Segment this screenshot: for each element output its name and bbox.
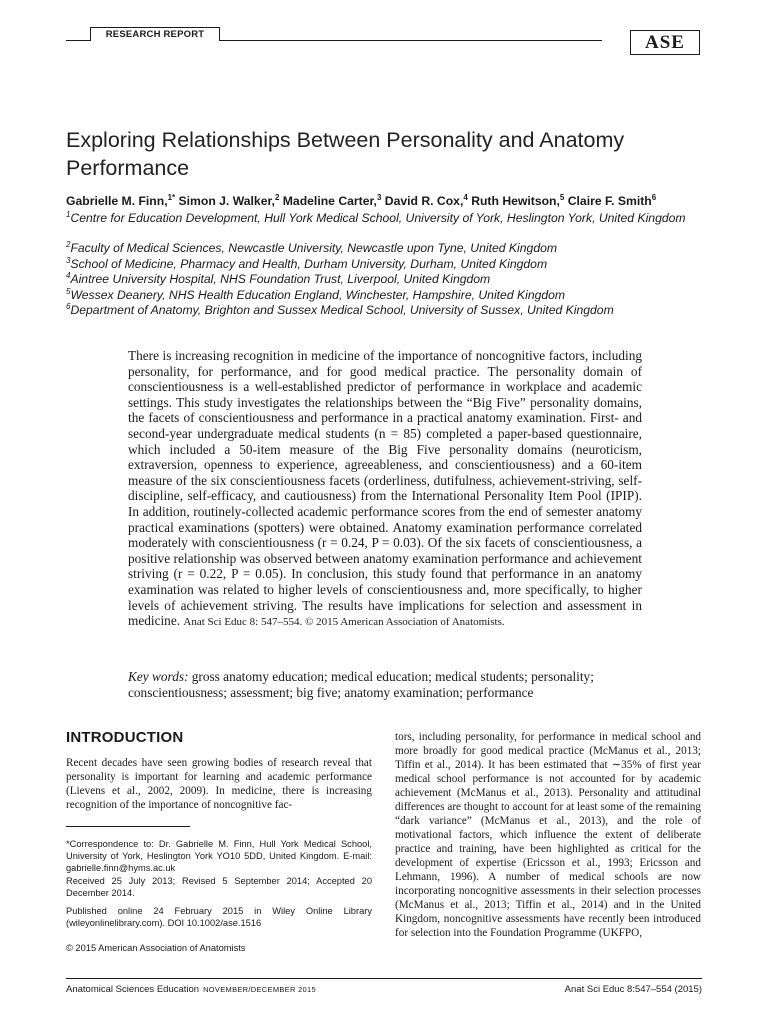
intro-left-column: Recent decades have seen growing bodies of research reveal that personality is important for learning and academic performance (Lievens et al., 2002, 2009). In medicine, there is increasing recognition of the importance of noncognitive fac- <box>66 757 372 811</box>
affiliation-sup: 1 <box>66 209 71 219</box>
affiliation-sup: 6 <box>66 301 71 311</box>
author: Claire F. Smith <box>567 194 652 208</box>
author-sup: 1* <box>167 192 176 202</box>
affiliation-2 <box>66 241 706 256</box>
footer-journal-name: Anatomical Sciences Education <box>66 984 200 995</box>
correspondence-note: *Correspondence to: Dr. Gabrielle M. Finn, Hull York Medical School, University of York, Heslington York YO10 5DD, United Kingdom. E-mail: gabrielle.finn@hyms.ac.uk <box>66 839 372 873</box>
keywords-label: Key words: <box>128 669 189 684</box>
abstract-citation: Anat Sci Educ 8: 547–554. © 2015 American Association of Anatomists. <box>183 616 505 629</box>
author-sup: 5 <box>559 192 565 202</box>
affiliation-6 <box>66 303 706 318</box>
intro-right-column: tors, including personality, for performance in medical school and more broadly for good medical practice (McManus et al., 2013; Tiffin et al., 2014). It has been estimated that ∼35% of first year medical school performance is not accounted for by academic achievement (McManus et al., 2013). Personality and attitudinal differences are thought to account for at least some of the remaining “dark variance” (McManus et al., 2013), and the role of motivational factors, which influence the extent of deliberate practice and training, have been highlighted as critical for the development of expertise (Ericsson et al., 1993; Ericsson and Lehmann, 1996). A number of medical schools are now incorporating noncognitive assessments in their selection processes (McManus et al., 2013; Tiffin et al., 2014) and in the United Kingdom, noncognitive assessments have recently been introduced for selection into the Foundation Programme (UKFPO, <box>395 731 701 939</box>
affiliation-1 <box>66 211 706 226</box>
journal-logo-box: ASE <box>630 30 700 55</box>
article-title: Exploring Relationships Between Personality and Anatomy Performance <box>66 128 625 180</box>
affiliation-sup: 2 <box>66 239 71 249</box>
footer-journal <box>66 984 316 995</box>
affiliation-5 <box>66 288 706 303</box>
affiliation-text: Centre for Education Development, Hull York Medical School, University of York, Heslington York, United Kingdom <box>70 211 686 225</box>
footnote-rule <box>66 826 190 827</box>
affiliation-sup: 4 <box>66 270 71 280</box>
abstract-text: There is increasing recognition in medicine of the importance of noncognitive factors, including personality, for performance, and for good medical practice. The personality domain of conscientiousness is a well-established predictor of performance in workplace and academic settings. This study investigates the relationships between the “Big Five” personality domains, the facets of conscientiousness and performance in a practical anatomy examination. First- and second-year undergraduate medical students (n = 85) completed a paper-based questionnaire, which included a 50-item measure of the Big Five personality domains (neuroticism, extraversion, openness to experience, agreeableness, and conscientiousness) and a 60-item measure of the six conscientiousness facets (orderliness, dutifulness, achievement-striving, self-discipline, self-efficacy, and cautiousness) from the International Personality Item Pool (IPIP). In addition, routinely-collected academic performance scores from the end of semester anatomy practical examinations (spotters) were obtained. Anatomy examination performance correlated moderately with conscientiousness (r = 0.24, P = 0.03). Of the six facets of conscientiousness, a positive relationship was observed between anatomy examination performance and achievement striving (r = 0.22, P = 0.05). In conclusion, this study found that performance in an anatomy examination was related to higher levels of conscientiousness and, more specifically, to higher levels of achievement striving. The results have implications for selection and assessment in medicine. <box>128 348 642 629</box>
author: Ruth Hewitson, <box>471 194 560 208</box>
author: Gabrielle M. Finn, <box>66 194 168 208</box>
keywords <box>128 669 642 701</box>
affiliation-text: Aintree University Hospital, NHS Foundation Trust, Liverpool, United Kingdom <box>70 272 491 286</box>
author-list <box>66 194 716 208</box>
abstract <box>128 348 642 631</box>
received-note: Received 25 July 2013; Revised 5 September 2014; Accepted 20 December 2014. <box>66 876 372 898</box>
footer-rule <box>66 978 702 979</box>
author: Simon J. Walker, <box>178 194 275 208</box>
affiliation-sup: 3 <box>66 255 71 265</box>
author: Madeline Carter, <box>282 194 377 208</box>
copyright-note: © 2015 American Association of Anatomists <box>66 943 246 953</box>
footer-issue: NOVEMBER/DECEMBER 2015 <box>203 985 316 994</box>
affiliation-text: Department of Anatomy, Brighton and Sussex Medical School, University of Sussex, United Kingdom <box>70 303 614 317</box>
affiliation-text: Faculty of Medical Sciences, Newcastle University, Newcastle upon Tyne, United Kingdom <box>70 241 558 255</box>
author-sup: 3 <box>376 192 382 202</box>
affiliation-text: Wessex Deanery, NHS Health Education England, Winchester, Hampshire, United Kingdom <box>70 288 566 302</box>
affiliation-text: School of Medicine, Pharmacy and Health, Durham University, Durham, United Kingdom <box>70 257 548 271</box>
keywords-text: gross anatomy education; medical education; medical students; personality; conscientiousness; assessment; big five; anatomy examination; performance <box>128 669 594 700</box>
author-sup: 2 <box>274 192 280 202</box>
section-label: RESEARCH REPORT <box>90 27 220 41</box>
author-sup: 4 <box>463 192 468 202</box>
author-sup: 6 <box>651 192 657 202</box>
author: David R. Cox, <box>384 194 464 208</box>
published-note: Published online 24 February 2015 in Wiley Online Library (wileyonlinelibrary.com). DOI 10.1002/ase.1516 <box>66 906 372 928</box>
affiliation-sup: 5 <box>66 286 71 296</box>
affiliation-4 <box>66 272 706 287</box>
affiliation-3 <box>66 257 706 272</box>
footer-citation: Anat Sci Educ 8:547–554 (2015) <box>564 984 702 995</box>
section-heading: INTRODUCTION <box>66 729 184 746</box>
